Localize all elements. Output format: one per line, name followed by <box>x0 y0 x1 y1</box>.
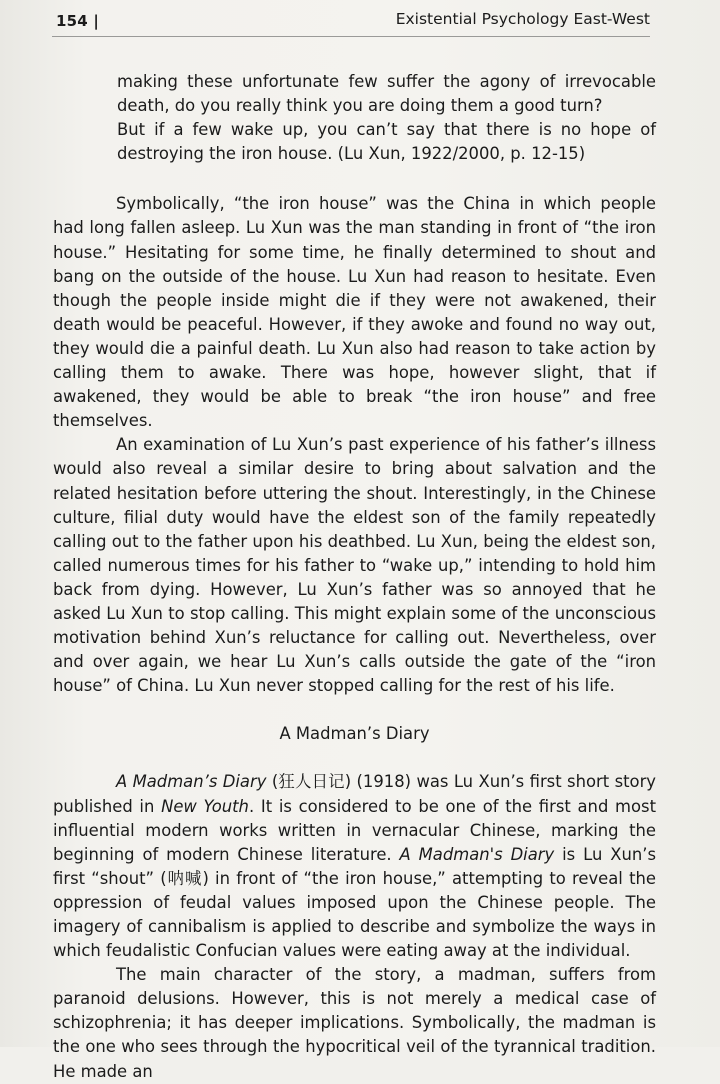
book-title: A Madman’s Diary <box>116 772 267 792</box>
paragraph-4: The main character of the story, a madman, suffers from paranoid delusions. However, this is not merely a medical case of schizophrenia; it has deeper implications. Symbolically, the madman is the one who sees through the hypocritical veil of the tyrannical tradition. He made an <box>53 965 656 1081</box>
block-quote <box>117 70 656 166</box>
paragraph-gap <box>53 166 656 192</box>
paragraph-3 <box>53 770 656 963</box>
paragraph-2: An examination of Lu Xun’s past experience of his father’s illness would also reveal a similar desire to bring about salvation and the related hesitation before uttering the shout. Interestingly, in the Chinese culture, filial duty would have the eldest son of the family repeatedly calling out to the father upon his deathbed. Lu Xun, being the eldest son, called numerous times for his father to “wake up,” intending to hold him back from dying. However, Lu Xun’s father was so annoyed that he asked Lu Xun to stop calling. This might explain some of the unconscious motivation behind Xun’s reluctance for calling out. Nevertheless, over and over again, we hear Lu Xun’s calls outside the gate of the “iron house” of China. Lu Xun never stopped calling for the rest of his life. <box>53 435 656 696</box>
paragraph-1: Symbolically, “the iron house” was the China in which people had long fallen asleep. Lu Xun was the man standing in front of “the iron house.” Hesitating for some time, he finally determined to shout and bang on the outside of the house. Lu Xun had reason to hesitate. Even though the people inside might die if they were not awakened, their death would be peaceful. However, if they awoke and found no way out, they would die a painful death. Lu Xun also had reason to take action by calling them to awake. There was hope, however slight, that if awakened, they would be able to break “the iron house” and free themselves. <box>53 194 656 431</box>
paragraph-3-text-a: (狂人日记) (1918) was Lu Xun’s first short story published in <box>53 772 657 816</box>
body-text <box>53 70 656 1084</box>
quote-line-2: But if a few wake up, you can’t say that there is no hope of destroying the iron house. (Lu Xun, 1922/2000, p. 12-15) <box>117 120 656 164</box>
paragraph-3-text-b: . It is considered to be one of the first and most influential modern works written in vernacular Chinese, marking the beginning of modern Chinese literature. <box>53 796 656 864</box>
journal-title: New Youth <box>161 796 249 816</box>
quote-line-1: making these unfortunate few suffer the agony of irrevocable death, do you really think you are doing them a good turn? <box>117 72 656 116</box>
running-head: Existential Psychology East-West <box>395 10 650 28</box>
page-number: 154 | <box>56 12 100 30</box>
page-header <box>52 10 650 37</box>
book-title-2: A Madman's Diary <box>399 844 555 864</box>
section-heading: A Madman’s Diary <box>279 724 430 744</box>
paragraph-3-text-c: is Lu Xun’s first “shout” (呐喊) in front of “the iron house,” attempting to reveal the oppression of feudal values imposed upon the Chinese people. The imagery of cannibalism is applied to describe and symbolize the ways in which feudalistic Confucian values were eating away at the individual. <box>53 844 656 961</box>
